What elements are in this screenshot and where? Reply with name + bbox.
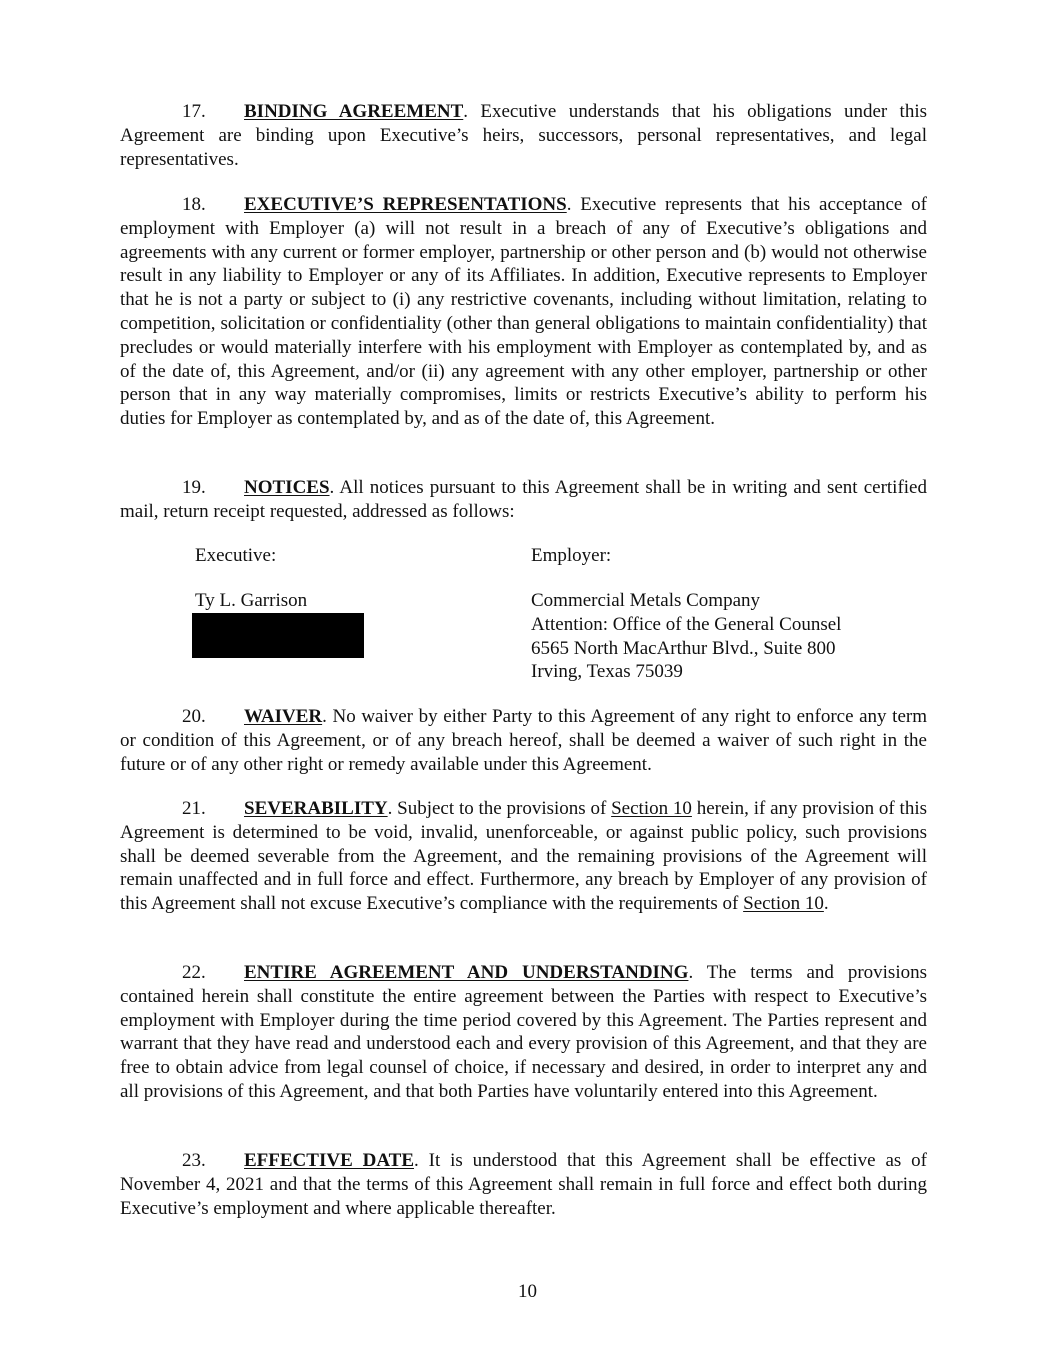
employer-address-line: Irving, Texas 75039: [531, 661, 683, 683]
employer-address-line: 6565 North MacArthur Blvd., Suite 800: [531, 637, 836, 659]
section-body: . Executive understands that his obligations under this Agreement are binding upon Executive’s heirs, successors, personal representatives, and legal representatives.: [120, 101, 928, 170]
section-23: [120, 1149, 927, 1220]
section-body: . The terms and provisions contained herein shall constitute the entire agreement between the Parties with respect to Executive’s employment with Employer during the time period covered by this Agreement. The Parties represent and warrant that they have read and understood each and every provision of this Agreement, and that they are free to obtain advice from legal counsel of choice, if necessary and desired, in order to interpret any and all provisions of this Agreement, and that both Parties have voluntarily entered into this Agreement.: [120, 962, 927, 1102]
page-number: 10: [518, 1281, 537, 1302]
section-heading: EFFECTIVE DATE: [244, 1150, 414, 1171]
section-number: 18.: [182, 194, 206, 215]
section-heading: ENTIRE AGREEMENT AND UNDERSTANDING: [244, 962, 689, 983]
section-18: [120, 193, 927, 431]
redacted-address-block: [192, 613, 364, 658]
executive-name: Ty L. Garrison: [195, 590, 308, 611]
section-body: . Executive represents that his acceptance of employment with Employer (a) will not result in a breach of any of Executive’s obligations and agreements with any current or former employer, partnership or other person and (b) would not otherwise result in any liability to Employer or any of its Affiliates. In addition, Executive represents to Employer that he is not a party or subject to (i) any restrictive covenants, including without limitation, relating to competition, solicitation or confidentiality (other than general obligations to maintain confidentiality) that precludes or would materially interfere with his employment with Employer as contemplated by, and as of the date of, this Agreement, and/or (ii) any agreement with any other employer, partnership or other person that in any way materially compromises, limits or restricts Executive’s ability to perform his duties for Employer as contemplated by, and as of the date of, this Agreement.: [120, 194, 927, 430]
section-body: . It is understood that this Agreement shall be effective as of November 4, 2021 and that the terms of this Agreement shall remain in full force and effect both during Executive’s employment and where applicable thereafter.: [120, 1150, 927, 1219]
section-number: 17.: [182, 101, 206, 122]
section-body: . Subject to the provisions of: [387, 798, 612, 819]
section-body: . All notices pursuant to this Agreement shall be in writing and sent certified mail, return receipt requested, addressed as follows:: [120, 477, 927, 522]
section-number: 19.: [182, 477, 206, 498]
section-heading: NOTICES: [244, 477, 330, 498]
section-19: [120, 476, 927, 524]
section-number: 23.: [182, 1150, 206, 1171]
section-body: herein, if any provision of this Agreement is determined to be void, invalid, unenforceable, or against public policy, such provisions shall be deemed severable from the Agreement, and the remaining provisions of the Agreement will remain unaffected and in full force and effect. Furthermore, any breach by Employer of any provision of this Agreement shall not excuse Executive’s compliance with the requirements of: [120, 798, 927, 915]
section-heading: EXECUTIVE’S REPRESENTATIONS: [244, 194, 567, 215]
section-number: 20.: [182, 706, 206, 727]
employer-address-line: Attention: Office of the General Counsel: [531, 613, 842, 635]
employer-address-line: Commercial Metals Company: [531, 590, 761, 611]
section-number: 21.: [182, 798, 206, 819]
section-heading: BINDING AGREEMENT: [244, 101, 464, 122]
section-heading: SEVERABILITY: [244, 798, 388, 819]
section-heading: WAIVER: [244, 706, 323, 727]
section-21: [120, 797, 927, 916]
section-cross-reference: Section 10: [743, 893, 824, 915]
section-cross-reference: Section 10: [611, 798, 692, 819]
section-20: [120, 705, 927, 776]
section-17: [120, 100, 927, 171]
executive-label: Executive:: [195, 545, 277, 566]
section-22: [120, 961, 927, 1104]
employer-address: [531, 589, 841, 684]
employer-label: Employer:: [531, 545, 612, 566]
section-number: 22.: [182, 962, 206, 983]
section-body: . No waiver by either Party to this Agreement of any right to enforce any term or condition of this Agreement, or of any breach hereof, shall be deemed a waiver of such right in the future or of any other right or remedy available under this Agreement.: [120, 706, 927, 775]
section-body: .: [823, 893, 829, 915]
